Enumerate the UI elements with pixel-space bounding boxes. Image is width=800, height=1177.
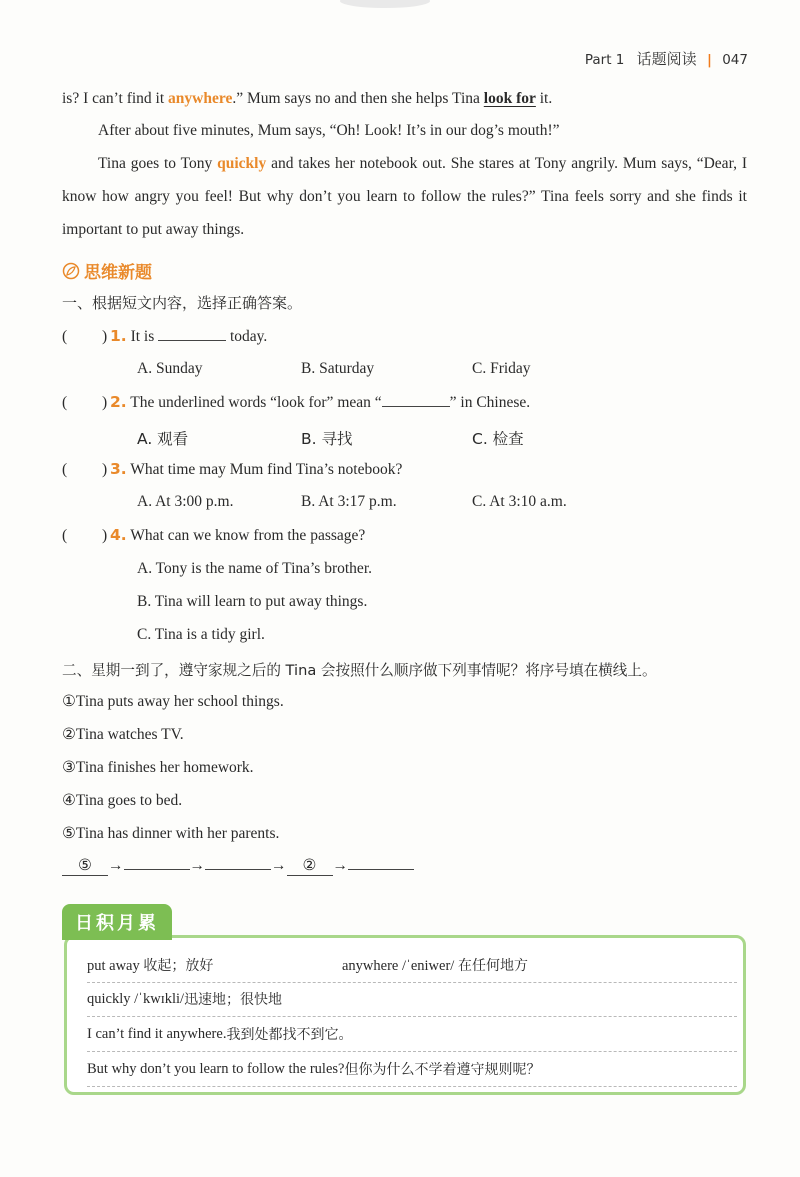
section-title-text: 思维新题 — [84, 263, 152, 283]
list-item: ③Tina finishes her homework. — [62, 759, 254, 776]
vocab-box — [64, 935, 746, 1095]
list-item: ②Tina watches TV. — [62, 726, 184, 743]
option-a: A. Sunday — [137, 360, 203, 377]
passage-paragraph-1 — [62, 82, 747, 115]
question-number: 3. — [110, 460, 127, 478]
vocab-row — [87, 982, 737, 1017]
passage-text: After about five minutes, Mum says, “Oh! Look! It’s in our dog’s mouth!” — [98, 122, 560, 139]
order-blank-2[interactable] — [124, 869, 190, 870]
header-part: Part 1 — [584, 52, 625, 68]
passage-text: Tina goes to Tony — [98, 155, 218, 172]
option-c: C. Friday — [472, 360, 531, 377]
vocab-row — [87, 1017, 737, 1052]
list-item: ④Tina goes to bed. — [62, 792, 183, 809]
order-blank-4[interactable]: ② — [287, 856, 333, 876]
fill-blank[interactable] — [382, 405, 450, 407]
vocab-box-title: 日积月累 — [62, 904, 172, 940]
option-c: C. Tina is a tidy girl. — [137, 626, 265, 643]
passage-text: and takes her notebook out. She stares at Tony angrily. Mum says, “Dear, I know how angry you feel! But why don’t you learn to follow the rules?” Tina feels sorry and she finds it important to put away things. — [62, 155, 747, 238]
order-blank-3[interactable] — [205, 869, 271, 870]
vocab-en: quickly /ˈkwɪkli/ — [87, 990, 185, 1007]
option-a: A. Tony is the name of Tina’s brother. — [137, 560, 372, 577]
question-text: ” in Chinese. — [449, 394, 531, 411]
vocab-row — [87, 948, 737, 983]
option-b: B. Tina will learn to put away things. — [137, 593, 368, 610]
question-1 — [62, 327, 267, 346]
list-item: ①Tina puts away her school things. — [62, 693, 284, 710]
vocab-en: But why don’t you learn to follow the rules? — [87, 1060, 345, 1077]
vocab-zh: 迅速地；很快地 — [184, 992, 283, 1008]
vocab-entry — [342, 955, 528, 975]
vocab-zh: 在任何地方 — [457, 958, 528, 974]
vocab-zh: 收起；放好 — [143, 958, 214, 974]
answer-bracket[interactable]: ( ) — [62, 461, 108, 478]
question-text: The underlined words “look for” mean “ — [126, 394, 382, 411]
vocab-entry — [87, 955, 342, 975]
order-blank-5[interactable] — [348, 869, 414, 870]
fill-blank[interactable] — [158, 339, 226, 341]
option-b: B. At 3:17 p.m. — [301, 493, 397, 510]
question-number: 1. — [110, 327, 127, 345]
question-2 — [62, 393, 530, 412]
answer-bracket[interactable]: ( ) — [62, 328, 108, 345]
part1-instruction: 一、根据短文内容，选择正确答案。 — [62, 294, 303, 312]
vocab-en: I can’t find it anywhere. — [87, 1025, 227, 1042]
page-smudge — [340, 0, 430, 8]
arrow-icon: → — [332, 857, 348, 874]
question-text: What can we know from the passage? — [126, 527, 366, 544]
vocab-en: put away — [87, 958, 144, 974]
highlight-word-quickly: quickly — [217, 155, 267, 172]
header-separator: | — [706, 52, 712, 68]
highlight-word-anywhere: anywhere — [168, 90, 233, 107]
underlined-phrase-look-for: look for — [483, 90, 536, 107]
section-title — [62, 258, 152, 283]
passage-paragraph-3 — [62, 147, 747, 246]
passage-paragraph-2 — [62, 114, 747, 147]
option-b: B. 寻找 — [301, 430, 353, 448]
option-b: B. Saturday — [301, 360, 375, 377]
option-c: C. At 3:10 a.m. — [472, 493, 567, 510]
part2-instruction: 二、星期一到了，遵守家规之后的 Tina 会按照什么顺序做下列事情呢？将序号填在横线上。 — [62, 662, 657, 679]
vocab-row — [87, 1052, 737, 1087]
vocab-zh: 但你为什么不学着遵守规则呢？ — [344, 1062, 541, 1078]
question-text: today. — [226, 328, 268, 345]
arrow-icon: → — [189, 857, 205, 874]
page-number: 047 — [722, 52, 748, 68]
question-text: What time may Mum find Tina’s notebook? — [126, 461, 403, 478]
passage-text: is? I can’t find it — [62, 90, 169, 107]
option-c: C. 检查 — [472, 430, 524, 448]
vocab-en: anywhere /ˈeniwer/ — [342, 958, 458, 974]
arrow-icon: → — [271, 857, 287, 874]
page-header — [585, 48, 748, 69]
question-number: 4. — [110, 526, 127, 544]
header-title: 话题阅读 — [636, 50, 697, 68]
option-a: A. 观看 — [137, 430, 189, 448]
order-blank-1[interactable]: ⑤ — [62, 856, 108, 876]
list-item: ⑤Tina has dinner with her parents. — [62, 825, 280, 842]
question-number: 2. — [110, 393, 127, 411]
arrow-icon: → — [108, 857, 124, 874]
order-answer-row — [62, 856, 414, 876]
question-4 — [62, 526, 365, 545]
question-text: It is — [126, 328, 159, 345]
vocab-zh: 我到处都找不到它。 — [226, 1027, 353, 1043]
passage-text: .” Mum says no and then she helps Tina — [232, 90, 484, 107]
question-3 — [62, 460, 402, 479]
leaf-icon — [62, 262, 80, 280]
answer-bracket[interactable]: ( ) — [62, 394, 108, 411]
passage-text: it. — [535, 90, 553, 107]
option-a: A. At 3:00 p.m. — [137, 493, 234, 510]
answer-bracket[interactable]: ( ) — [62, 527, 108, 544]
